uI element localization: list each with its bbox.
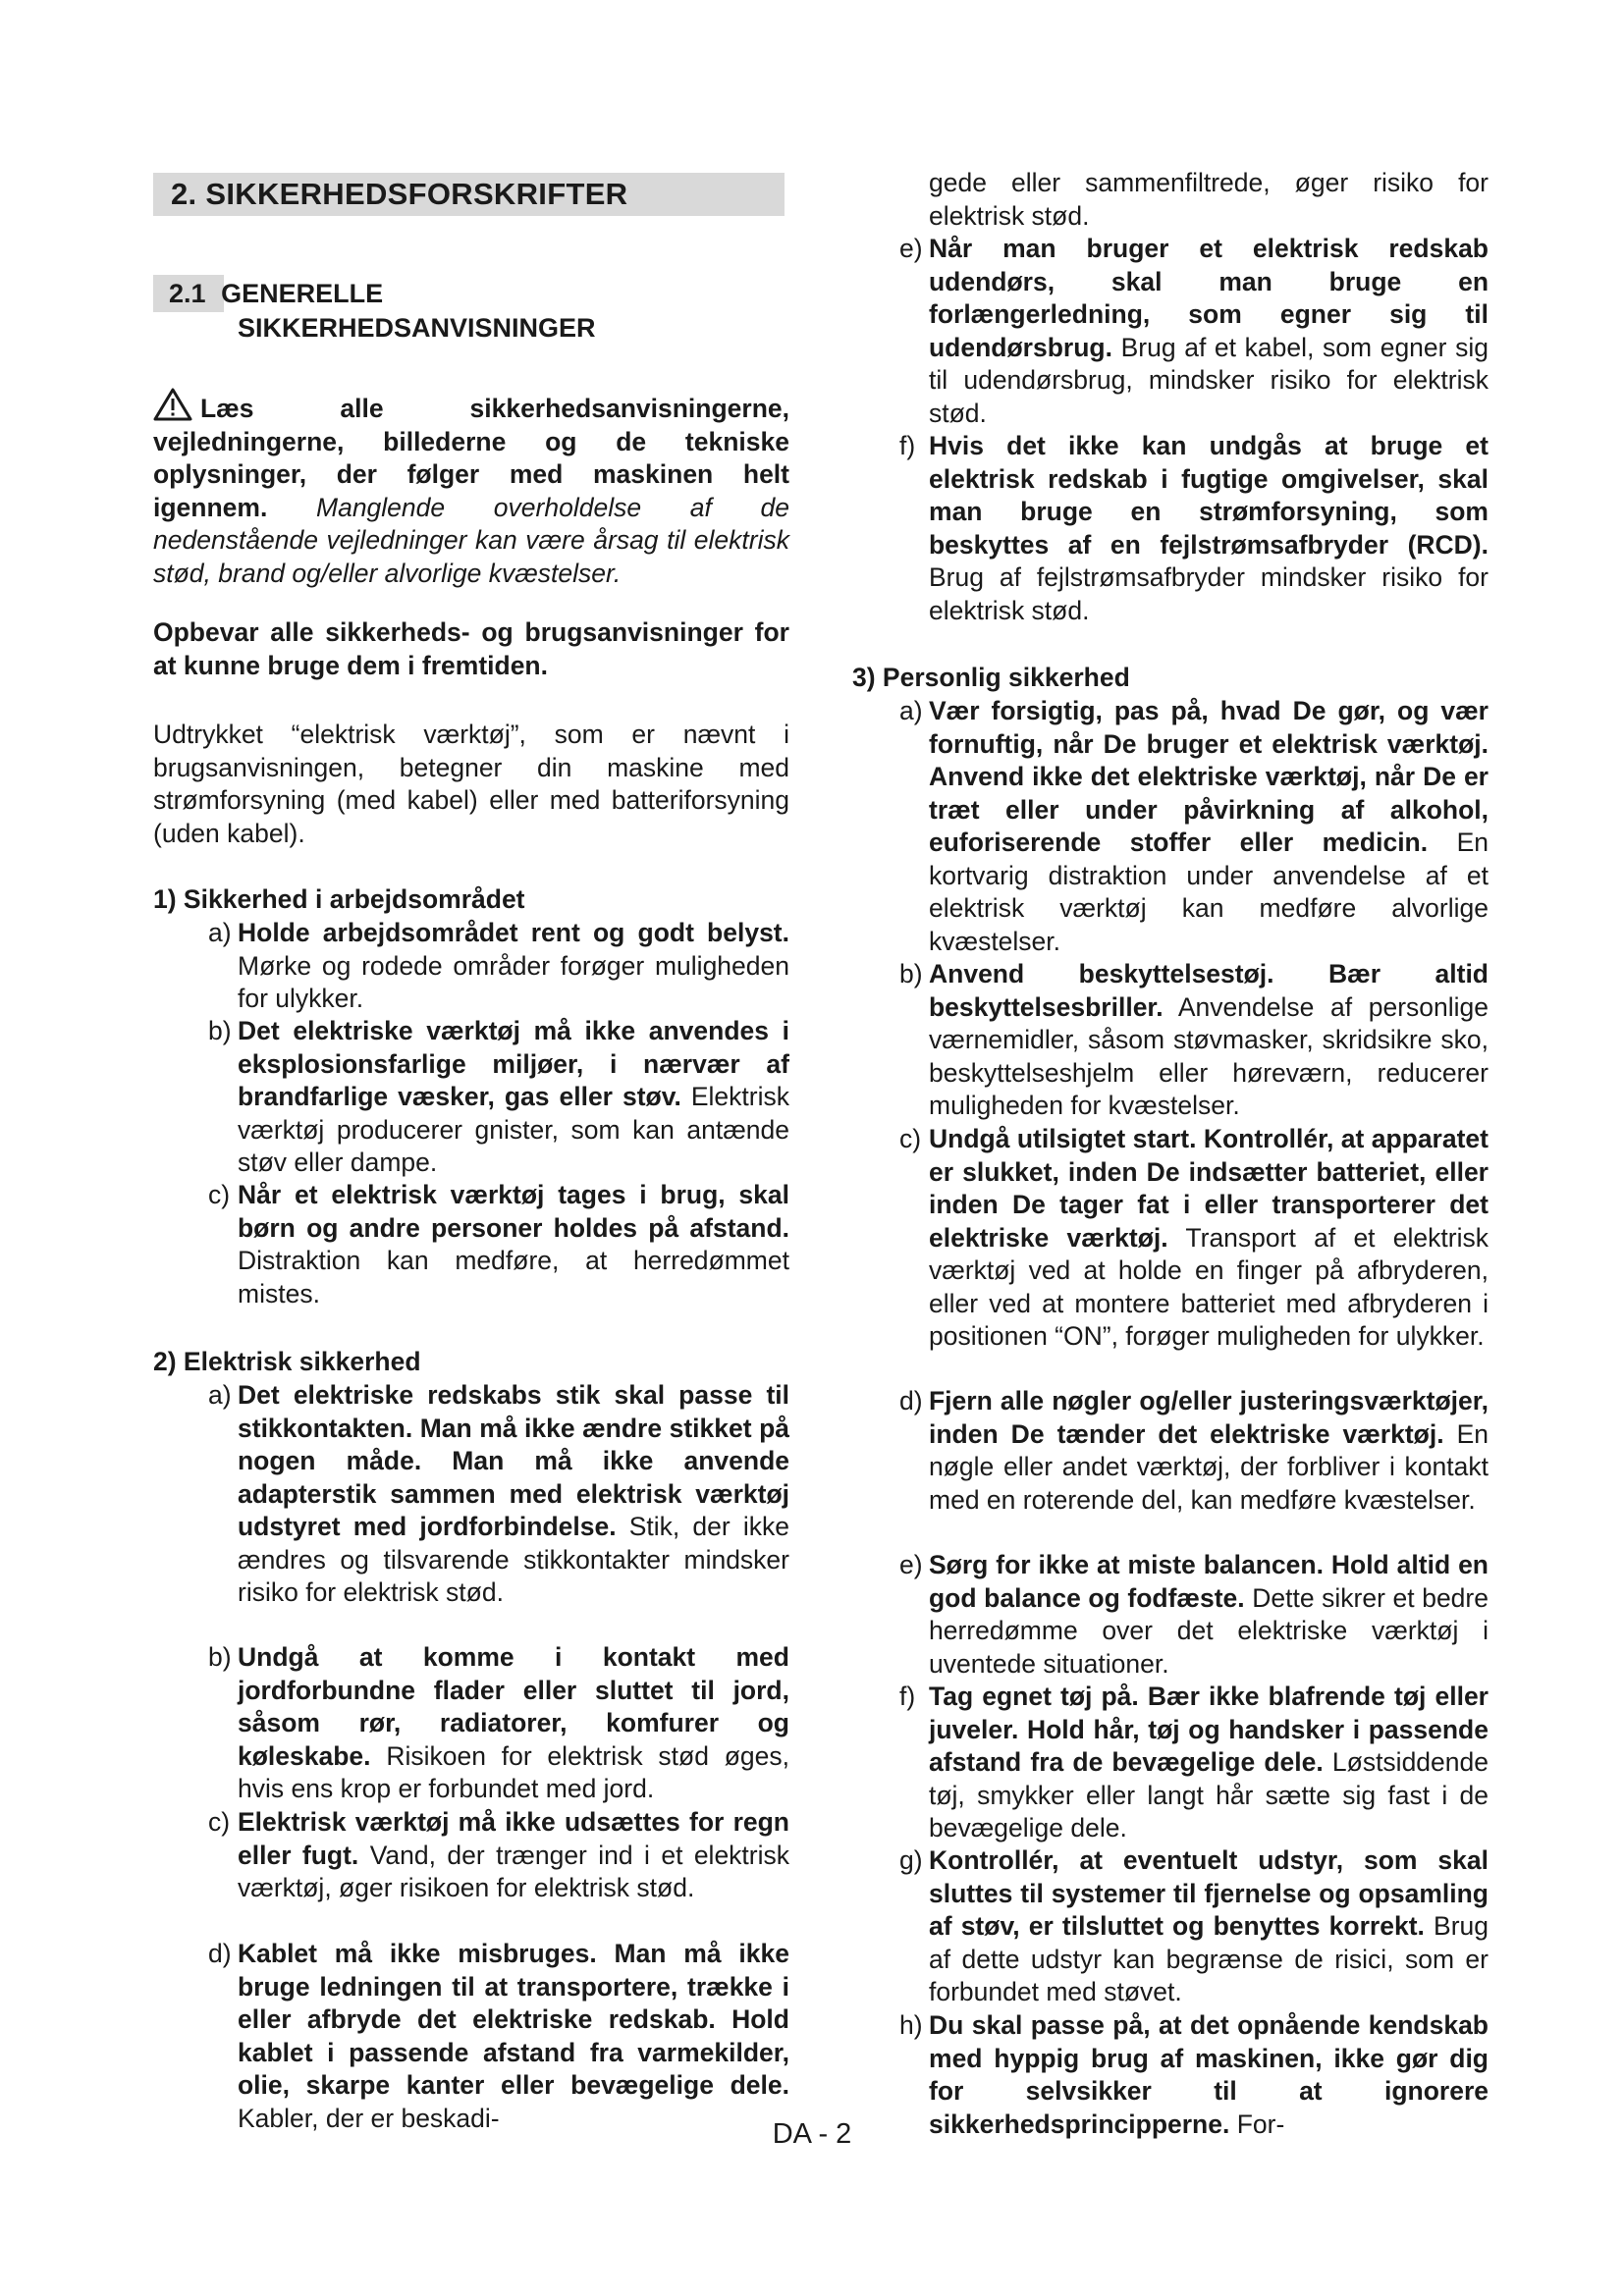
definition-paragraph: Udtrykket “elektrisk værktøj”, som er nævnt i brugsanvisningen, betegner din maskine med strømforsyning (med kabel) eller med batteriforsyning (uden kabel). <box>153 720 789 848</box>
sec3-item-a <box>899 695 1489 958</box>
item-label: a) <box>208 918 232 947</box>
item-text: Brug af et kabel, som egner sig til udendørsbrug, mindsker risiko for elektrisk stød. <box>929 332 1489 428</box>
item-text: Distraktion kan medføre, at herredømmet mistes. <box>238 1246 789 1308</box>
item-text: Kabler, der er beskadi- <box>238 2103 500 2133</box>
warning-triangle-icon <box>153 388 192 421</box>
item-label: c) <box>899 1124 922 1153</box>
item-bold: Hvis det ikke kan undgås at bruge et elektrisk redskab i fugtige omgivelser, skal man bruge en strømforsyning, som beskyttes af en fejlstrømsafbryder (RCD). <box>929 431 1489 560</box>
sec2-item-b <box>208 1641 789 1806</box>
item-bold: Undgå utilsigtet start. Kontrollér, at apparatet er slukket, inden De indsætter batteriet, eller inden De tager fat i eller transporterer det elektriske værktøj. <box>929 1124 1489 1253</box>
sec3-item-e <box>899 1549 1489 1681</box>
item-label: e) <box>899 1550 923 1579</box>
sec2-item-a <box>208 1379 789 1610</box>
item-label: g) <box>899 1845 923 1875</box>
item-bold: Det elektriske redskabs stik skal passe til stikkontakten. Man må ikke ændre stikket på nogen måde. Man må ikke anvende adapterstik sammen med elektrisk værktøj udstyret med jordforbindelse. <box>238 1380 789 1541</box>
item-bold: Undgå at komme i kontakt med jordforbundne flader eller sluttet til jord, såsom rør, radiatorer, komfurer og køleskabe. <box>238 1642 789 1771</box>
sec3-title: 3) Personlig sikkerhed <box>852 663 1130 692</box>
item-label: c) <box>208 1807 231 1837</box>
item-text: Brug af fejlstrømsafbryder mindsker risiko for elektrisk stød. <box>929 562 1489 625</box>
item-label: a) <box>899 696 923 725</box>
item-text: En kortvarig distraktion under anvendelse af et elektrisk værktøj kan medføre alvorlige kvæstelser. <box>929 828 1489 956</box>
sec1-item-b <box>208 1015 789 1180</box>
warning-bold-text: Læs alle sikkerhedsanvisningerne, vejledningerne, billederne og de tekniske oplysninger, der følger med maskinen helt igennem. <box>153 394 789 522</box>
sec1-item-a <box>208 917 789 1016</box>
item-bold: Holde arbejdsområdet rent og godt belyst. <box>238 918 789 947</box>
item-bold: Tag egnet tøj på. Bær ikke blafrende tøj eller juveler. Hold hår, tøj og handsker i passende afstand fra de bevægelige dele. <box>929 1682 1489 1777</box>
sec3-item-f <box>899 1681 1489 1845</box>
item-bold: Anvend beskyttelsestøj. Bær altid beskyttelsesbriller. <box>929 959 1489 1022</box>
item-bold: Du skal passe på, at det opnående kendskab med hyppig brug af maskinen, ikke gør dig for selvsikker til at ignorere sikkerhedsprincipperne. <box>929 2010 1489 2139</box>
item-text: Elektrisk værktøj producerer gnister, som kan antænde støv eller dampe. <box>238 1082 789 1177</box>
item-text: Dette sikrer et bedre herredømme over det elektriske værktøj i uventede situationer. <box>929 1582 1489 1679</box>
subsection-title-line1: GENERELLE <box>221 279 384 308</box>
item-bold: Vær forsigtig, pas på, hvad De gør, og vær fornuftig, når De bruger et elektrisk værktøj. Anvend ikke det elektriske værktøj, når De er træt eller under påvirkning af alkohol, euforiserende stoffer eller medicin. <box>929 696 1489 857</box>
item-text: Risikoen for elektrisk stød øges, hvis ens krop er forbundet med jord. <box>238 1740 789 1803</box>
sec3-item-c <box>899 1123 1489 1354</box>
item-bold: Sørg for ikke at miste balancen. Hold altid en god balance og fodfæste. <box>929 1550 1489 1613</box>
item-label: f) <box>899 1682 916 1711</box>
sec2-title: 2) Elektrisk sikkerhed <box>153 1347 421 1376</box>
item-label: d) <box>899 1386 923 1415</box>
section-title: 2. SIKKERHEDSFORSKRIFTER <box>153 173 785 216</box>
subsection-title-line2: SIKKERHEDSANVISNINGER <box>238 313 596 343</box>
warning-italic-text: Manglende overholdelse af de nedenstående vejledninger kan være årsag til elektrisk stød, brand og/eller alvorlige kvæstelser. <box>153 492 789 588</box>
item-bold: Det elektriske værktøj må ikke anvendes i eksplosionsfarlige miljøer, i nærvær af brandfarlige væsker, gas eller støv. <box>238 1016 789 1111</box>
item-label: b) <box>208 1642 232 1672</box>
subsection-title <box>169 277 596 346</box>
item-label: f) <box>899 431 916 460</box>
item-bold: Elektrisk værktøj må ikke udsættes for regn eller fugt. <box>238 1807 789 1870</box>
warning-paragraph <box>153 388 789 590</box>
sec2-item-e <box>899 233 1489 430</box>
item-text: Løstsiddende tøj, smykker eller langt hår sætte sig fast i de bevægelige dele. <box>929 1747 1489 1842</box>
item-label: e) <box>899 234 923 263</box>
item-bold: Fjern alle nøgler og/eller justeringsværktøjer, inden De tænder det elektriske værktøj. <box>929 1386 1489 1449</box>
item-bold: Kontrollér, at eventuelt udstyr, som skal sluttes til systemer til fjernelse og opsamling af støv, er tilsluttet og benyttes korrekt. <box>929 1845 1489 1941</box>
item-text: Brug af dette udstyr kan begrænse de risici, som er forbundet med støvet. <box>929 1911 1489 2006</box>
item-label: a) <box>208 1380 232 1410</box>
item-bold: Når et elektrisk værktøj tages i brug, skal børn og andre personer holdes på afstand. <box>238 1180 789 1243</box>
continued-text: gede eller sammenfiltrede, øger risiko for elektrisk stød. <box>929 168 1489 231</box>
item-label: b) <box>899 959 923 988</box>
item-label: b) <box>208 1016 232 1045</box>
item-text: Vand, der trænger ind i et elektrisk værktøj, øger risikoen for elektrisk stød. <box>238 1840 790 1902</box>
item-text: Anvendelse af personlige værnemidler, såsom støvmasker, skridsikre sko, beskyttelseshjelm eller høreværn, reducerer muligheden for kvæstelser. <box>929 991 1489 1120</box>
item-label: h) <box>899 2010 923 2040</box>
sec3-item-d <box>899 1385 1489 1517</box>
item-label: d) <box>208 1939 232 1968</box>
item-text: For- <box>1229 2109 1285 2139</box>
item-text: En nøgle eller andet værktøj, der forbliver i kontakt med en roterende del, kan medføre kvæstelser. <box>929 1418 1489 1515</box>
sec1-title: 1) Sikkerhed i arbejdsområdet <box>153 884 525 914</box>
item-label: c) <box>208 1180 231 1209</box>
keep-instructions-note: Opbevar alle sikkerheds- og brugsanvisninger for at kunne bruge dem i fremtiden. <box>153 617 789 680</box>
sec2-item-d <box>208 1938 789 2135</box>
item-bold: Kablet må ikke misbruges. Man må ikke bruge ledningen til at transportere, trække i eller afbryde det elektriske redskab. Hold kablet i passende afstand fra varmekilder, olie, skarpe kanter eller bevægelige dele. <box>238 1939 789 2100</box>
item-bold: Når man bruger et elektrisk redskab udendørs, skal man bruge en forlængerledning, som egner sig til udendørsbrug. <box>929 234 1489 362</box>
sec2-item-f <box>899 430 1489 627</box>
sec2-item-c <box>208 1806 789 1905</box>
sec3-item-g <box>899 1844 1489 2009</box>
subsection-number: 2.1 <box>169 279 206 308</box>
item-text: Mørke og rodede områder forøger muligheden for ulykker. <box>238 950 789 1013</box>
item-text: Transport af et elektrisk værktøj ved at holde en finger på afbryderen, eller ved at montere batteriet med afbryderen i positionen “ON”, forøger muligheden for ulykker. <box>929 1222 1489 1351</box>
sec3-item-b <box>899 958 1489 1123</box>
item-text: Stik, der ikke ændres og tilsvarende stikkontakter mindsker risiko for elektrisk stød. <box>238 1512 789 1607</box>
page-number: DA - 2 <box>772 2118 852 2150</box>
sec1-item-c <box>208 1179 789 1310</box>
